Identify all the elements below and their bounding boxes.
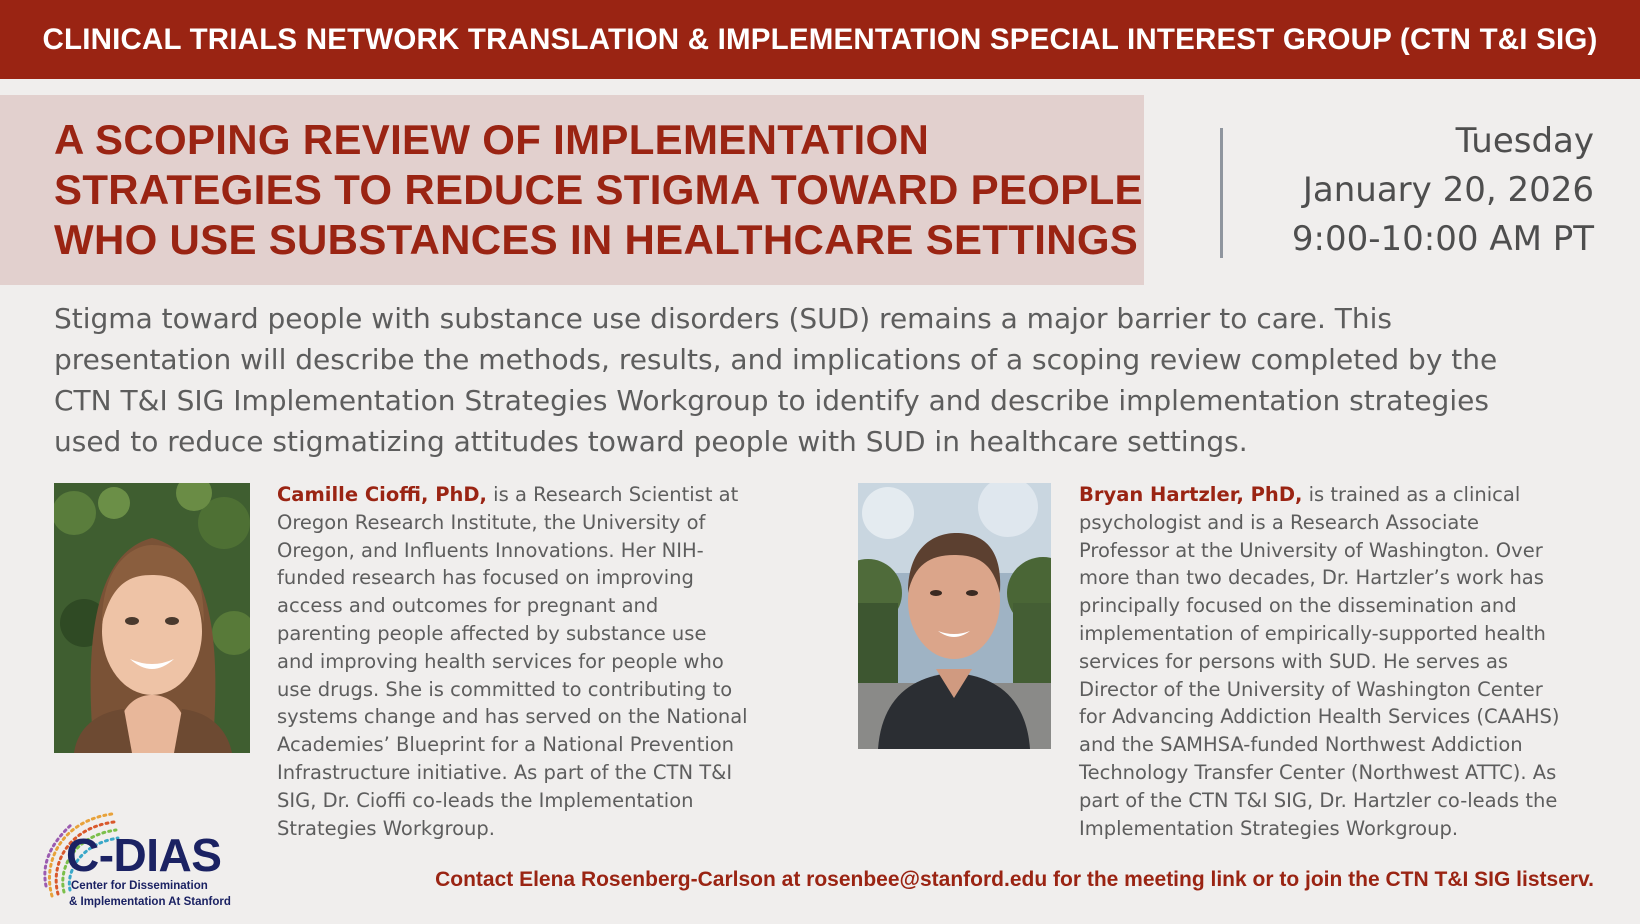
- event-time: 9:00-10:00 AM PT: [1291, 219, 1594, 259]
- speaker-name: Camille Cioffi, PhD,: [277, 483, 487, 506]
- bio-line: part of the CTN T&I SIG, Dr. Hartzler co-leads the: [1079, 788, 1558, 812]
- speaker-bio-cioffi: [277, 481, 777, 842]
- bio-line: more than two decades, Dr. Hartzler’s work has: [1079, 566, 1544, 590]
- bio-line: SIG, Dr. Cioffi co-leads the Implementation: [277, 788, 694, 812]
- cdias-logo: [42, 806, 252, 912]
- speaker-name: Bryan Hartzler, PhD,: [1079, 483, 1303, 506]
- bio-line: Academies’ Blueprint for a National Prevention: [277, 733, 735, 757]
- bio-line: implementation of empirically-supported health: [1079, 621, 1546, 645]
- bio-first-line: [277, 481, 777, 509]
- bio-line: Implementation Strategies Workgroup.: [1079, 816, 1459, 840]
- bio-line: psychologist and is a Research Associate: [1079, 510, 1480, 534]
- logo-subtitle: [69, 878, 231, 910]
- speaker-bio-hartzler: [1079, 481, 1619, 842]
- bio-line: parenting people affected by substance use: [277, 621, 707, 645]
- description: [54, 298, 1614, 462]
- bio-line: access and outcomes for pregnant and: [277, 594, 659, 618]
- logo-wordmark: C-DIAS: [66, 829, 222, 881]
- bio-line: Oregon Research Institute, the University of: [277, 510, 706, 534]
- description-line: presentation will describe the methods, results, and implications of a scoping review completed by the: [54, 343, 1498, 376]
- title-line: A SCOPING REVIEW OF IMPLEMENTATION: [54, 116, 930, 163]
- description-line: used to reduce stigmatizing attitudes toward people with SUD in healthcare settings.: [54, 425, 1248, 458]
- bio-line: for Advancing Addiction Health Services (CAAHS): [1079, 705, 1560, 729]
- bio-line: use drugs. She is committed to contributing to: [277, 677, 733, 701]
- event-date: January 20, 2026: [1302, 170, 1594, 210]
- bio-line: funded research has focused on improving: [277, 566, 694, 590]
- bio-line: systems change and has served on the National: [277, 705, 748, 729]
- bio-line: Technology Transfer Center (Northwest ATTC). As: [1079, 760, 1557, 784]
- event-title: [54, 115, 1143, 265]
- event-day: Tuesday: [1455, 121, 1594, 161]
- bio-line: services for persons with SUD. He serves as: [1079, 649, 1509, 673]
- event-datetime: [1292, 117, 1594, 264]
- title-line: WHO USE SUBSTANCES IN HEALTHCARE SETTINGS: [54, 216, 1139, 263]
- header-banner: CLINICAL TRIALS NETWORK TRANSLATION & IMPLEMENTATION SPECIAL INTEREST GROUP (CTN T&I SIG): [0, 0, 1640, 79]
- bio-text: is a Research Scientist at: [486, 483, 739, 506]
- bio-line: and the SAMHSA-funded Northwest Addiction: [1079, 733, 1523, 757]
- title-box: [0, 95, 1144, 285]
- logo-subtitle-line: & Implementation At Stanford: [69, 896, 231, 908]
- bio-line: Strategies Workgroup.: [277, 816, 495, 840]
- bio-line: principally focused on the dissemination and: [1079, 594, 1517, 618]
- bio-line: and improving health services for people who: [277, 649, 724, 673]
- contact-info: Contact Elena Rosenberg-Carlson at rosenbee@stanford.edu for the meeting link or to join the CTN T&I SIG listserv.: [435, 868, 1594, 891]
- title-line: STRATEGIES TO REDUCE STIGMA TOWARD PEOPLE: [54, 166, 1143, 213]
- description-line: Stigma toward people with substance use disorders (SUD) remains a major barrier to care. This: [54, 302, 1393, 335]
- speaker-photo-hartzler: [858, 483, 1051, 749]
- description-line: CTN T&I SIG Implementation Strategies Workgroup to identify and describe implementation strategies: [54, 384, 1489, 417]
- bio-line: Infrastructure initiative. As part of the CTN T&I: [277, 760, 733, 784]
- bio-line: Professor at the University of Washington. Over: [1079, 538, 1543, 562]
- speaker-photo-cioffi: [54, 483, 250, 753]
- bio-line: Director of the University of Washington Center: [1079, 677, 1543, 701]
- bio-line: Oregon, and Influents Innovations. Her NIH-: [277, 538, 704, 562]
- divider: [1220, 128, 1223, 258]
- bio-first-line: [1079, 481, 1619, 509]
- bio-text: is trained as a clinical: [1302, 483, 1521, 506]
- logo-subtitle-line: Center for Dissemination: [71, 880, 208, 892]
